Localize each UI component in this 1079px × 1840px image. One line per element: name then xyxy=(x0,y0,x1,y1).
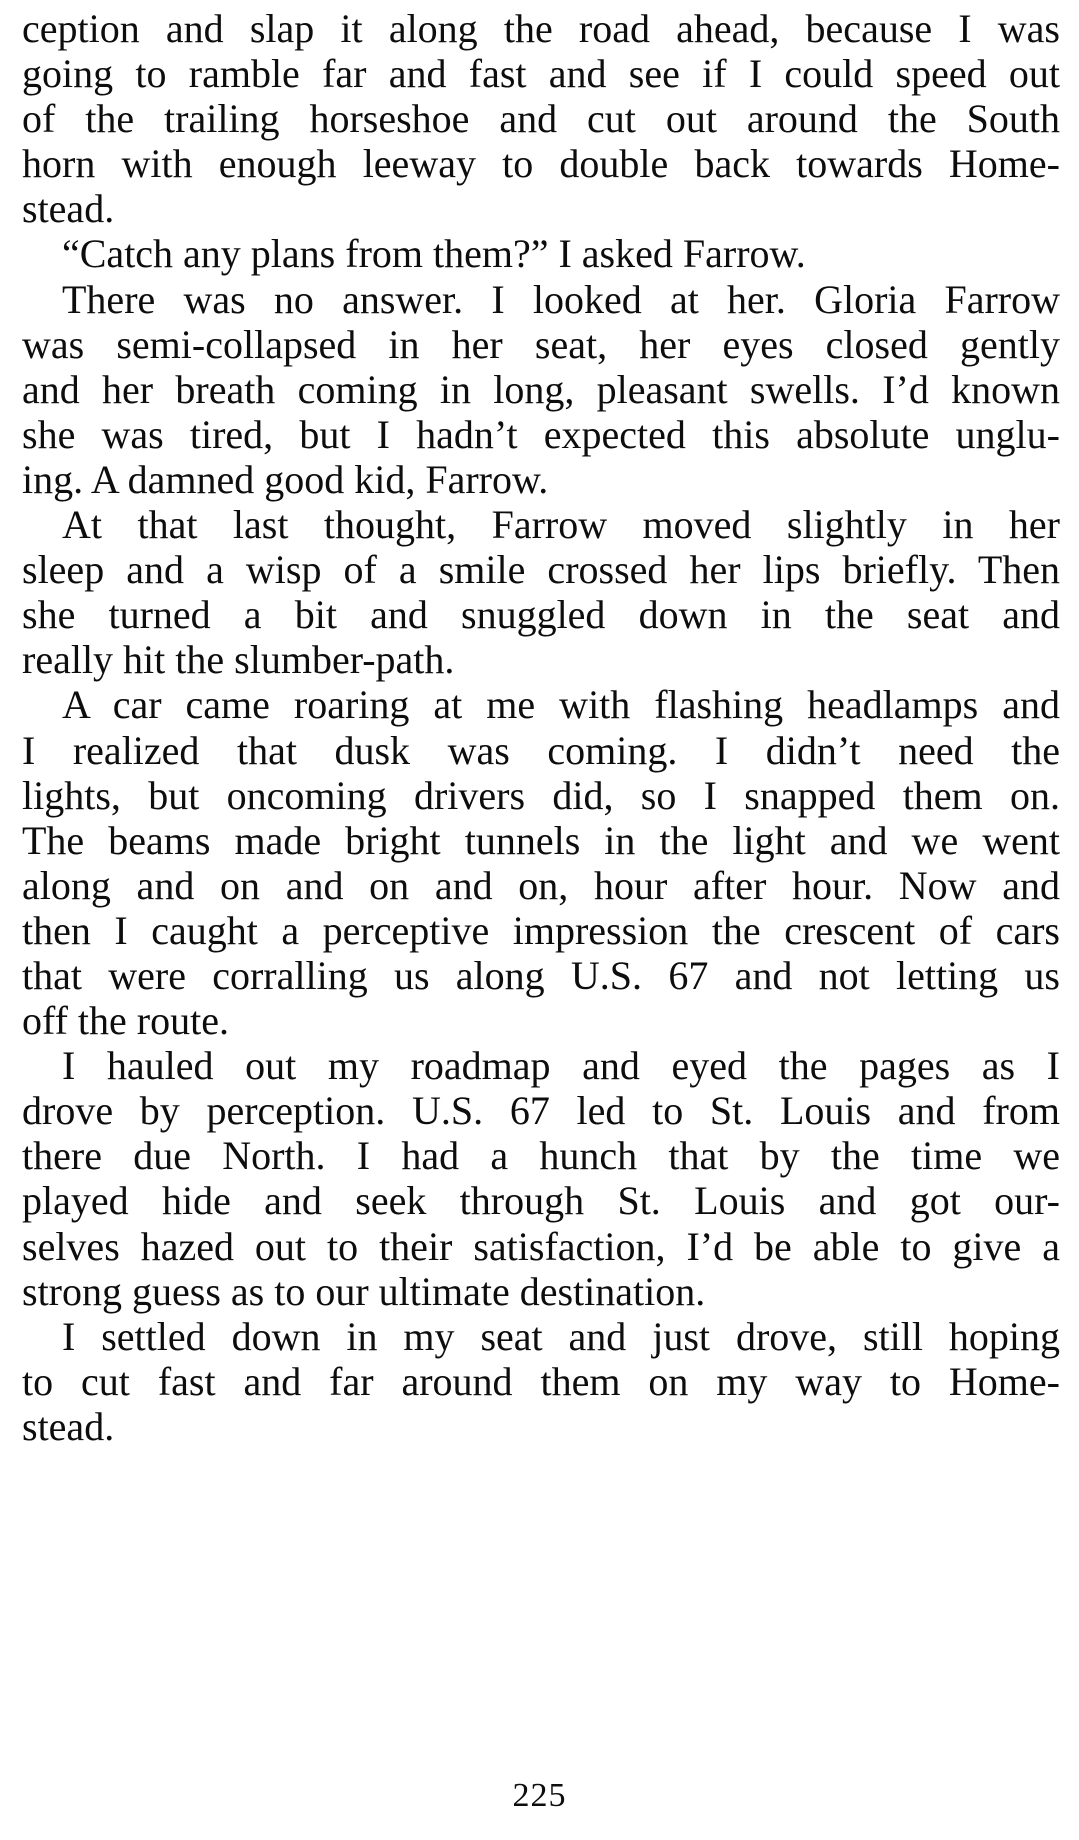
text-line: I hauled out my roadmap and eyed the pages as I xyxy=(62,1043,1060,1089)
text-line: I realized that dusk was coming. I didn’t need the xyxy=(22,727,1060,773)
page-number: 225 xyxy=(512,1777,567,1814)
text-line: played hide and seek through St. Louis and got our- xyxy=(22,1178,1060,1224)
text-line: stead. xyxy=(22,186,115,232)
text-line: going to ramble far and fast and see if I could speed out xyxy=(22,51,1060,97)
text-line: she turned a bit and snuggled down in the seat and xyxy=(22,592,1060,638)
text-line: I settled down in my seat and just drove, still hoping xyxy=(62,1313,1060,1359)
text-line: along and on and on and on, hour after hour. Now and xyxy=(22,862,1060,908)
text-line: and her breath coming in long, pleasant swells. I’d known xyxy=(22,366,1060,412)
text-line: sleep and a wisp of a smile crossed her lips briefly. Then xyxy=(22,547,1060,593)
body-text xyxy=(22,6,1060,1449)
text-line: that were corralling us along U.S. 67 and not letting us xyxy=(22,952,1060,998)
text-line: “Catch any plans from them?” I asked Farrow. xyxy=(62,231,806,277)
text-line: lights, but oncoming drivers did, so I snapped them on. xyxy=(22,772,1060,818)
text-line: A car came roaring at me with flashing headlamps and xyxy=(62,682,1060,728)
text-line: selves hazed out to their satisfaction, I’d be able to give a xyxy=(22,1223,1060,1269)
text-line: The beams made bright tunnels in the light and we went xyxy=(22,817,1060,863)
text-line: stead. xyxy=(22,1403,115,1449)
text-line: really hit the slumber-path. xyxy=(22,637,455,683)
text-line: At that last thought, Farrow moved slightly in her xyxy=(62,502,1060,548)
text-line: ing. A damned good kid, Farrow. xyxy=(22,456,549,502)
text-line: was semi-collapsed in her seat, her eyes closed gently xyxy=(22,321,1060,367)
text-line: to cut fast and far around them on my way to Home- xyxy=(22,1358,1060,1404)
text-line: then I caught a perceptive impression the crescent of cars xyxy=(22,907,1060,953)
text-line: horn with enough leeway to double back towards Home- xyxy=(22,141,1060,187)
text-line: off the route. xyxy=(22,998,229,1044)
text-line: of the trailing horseshoe and cut out around the South xyxy=(22,96,1060,142)
text-line: drove by perception. U.S. 67 led to St. Louis and from xyxy=(22,1088,1060,1134)
text-line: there due North. I had a hunch that by the time we xyxy=(22,1133,1060,1179)
text-line: There was no answer. I looked at her. Gloria Farrow xyxy=(62,276,1060,322)
text-line: strong guess as to our ultimate destination. xyxy=(22,1268,706,1314)
text-line: ception and slap it along the road ahead, because I was xyxy=(22,6,1060,51)
text-line: she was tired, but I hadn’t expected this absolute unglu- xyxy=(22,411,1060,457)
